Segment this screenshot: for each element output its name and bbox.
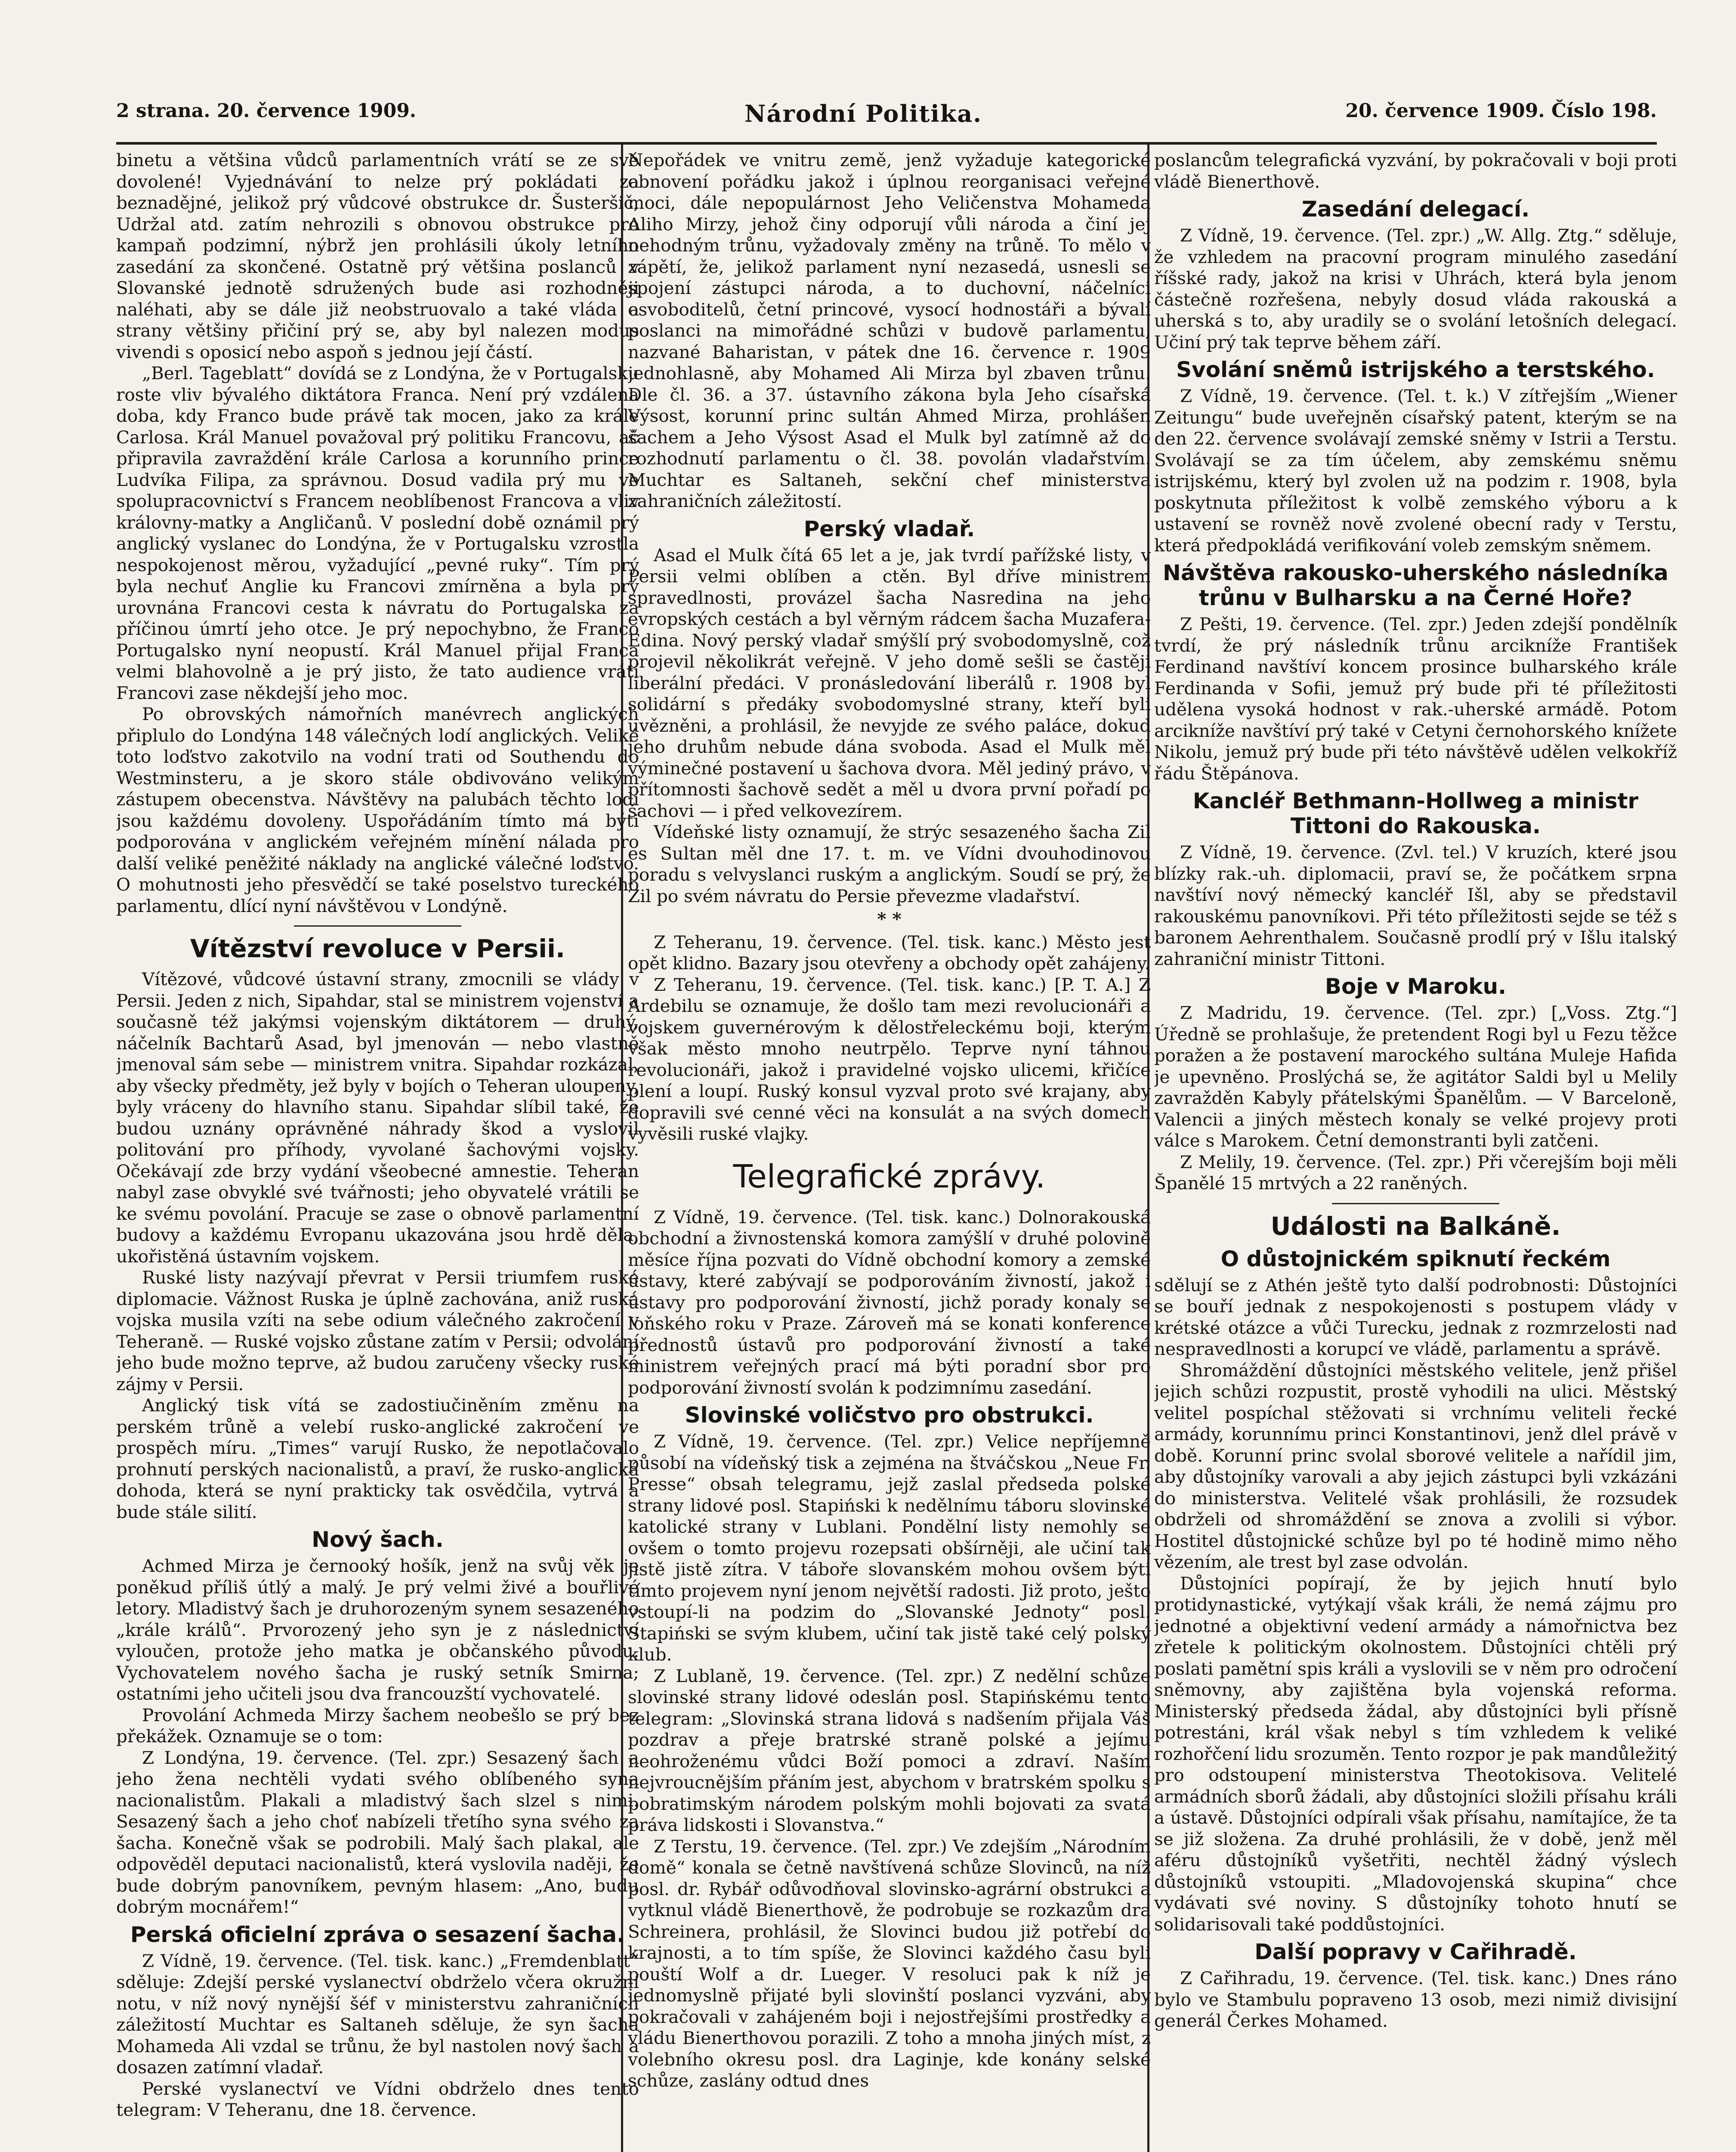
article-paragraph: poslancům telegrafická vyzvání, by pokračovali v boji proti vládě Bienerthově. [1154, 150, 1677, 192]
subheadline-persky-vladar: Perský vladař. [803, 516, 975, 541]
article-paragraph: sdělují se z Athén ještě tyto další podrobnosti: Důstojníci se bouří jednak z nespokojenosti s postupem vlády v krétské otázce a vůči Turecku, jednak z rozmrzelosti nad nespravedlnosti a korupcí ve vládě, parlamentu a správě. [1154, 1274, 1677, 1359]
article-paragraph: Z Vídně, 19. července. (Zvl. tel.) V kruzích, které jsou blízky rak.-uh. diplomacii, praví se, že počátkem srpna navštíví nový německý kancléř Išl, aby se představil rakouskému panovníkovi. Při této příležitosti sejde se též s baronem Aehrenthalem. Současně prodlí prý v Išlu italský zahraniční ministr Tittoni. [1154, 842, 1677, 969]
article-paragraph: Asad el Mulk čítá 65 let a je, jak tvrdí pařížské listy, v Persii velmi oblíben a ctěn. Byl dříve ministrem spravedlnosti, provázel šacha Nasredina na jeho evropských cestách a byl věrným rádcem šacha Muzafera-Edina. Nový perský vladař smýšlí prý svobodomyslně, což projevil několikrát veřejně. V jeho domě sešli se častěji liberální předáci. V pronásledování liberálů r. 1908 byl solidární s předáky svobodomyslné strany, kteří byli uvězněni, a prohlásil, že nevyjde ze svého paláce, dokud jeho druhům nebude dána svoboda. Asad el Mulk měl výminečné postavení u šachova dvora. Měl jediný právo, v přítomnosti šachově sedět a měl u dvora první pořadí po šachovi — i před velkovezírem. [628, 544, 1151, 821]
page-header [116, 100, 1657, 139]
article-paragraph: Z Madridu, 19. července. (Tel. zpr.) [„Voss. Ztg.“] Úředně se prohlašuje, že pretendent Rogi byl u Fezu těžce poražen a že postavení marockého sultána Muleje Hafida je upevněno. Proslýchá se, že agitátor Saldi byl u Melily zavražděn Kabyly přátelskými Španělům. — V Barceloně, Valencii a jiných městech konaly se velké projevy proti válce s Marokem. Četní demonstranti byli zatčeni. [1154, 1002, 1677, 1151]
column-1 [116, 150, 639, 2152]
header-rule [116, 142, 1657, 145]
article-paragraph: Z Teheranu, 19. července. (Tel. tisk. kanc.) Město jest opět klidno. Bazary jsou otevřeny a obchody opět zahájeny. [628, 931, 1151, 974]
subheadline-kancler: Kancléř Bethmann-Hollweg a ministr Tittoni do Rakouska. [1192, 788, 1639, 838]
article-paragraph: Anglický tisk vítá se zadostiučiněním změnu na perském trůně a velebí rusko-anglické zakročení ve prospěch míru. „Times“ varují Rusko, že nepotlačovalo prohnutí perských nacionalistů, a praví, že rusko-anglická dohoda, která se nyní prakticky tak osvědčila, vytrvá a bude stále silití. [116, 1395, 639, 1522]
article-paragraph: Z Lublaně, 19. července. (Tel. zpr.) Z nedělní schůze slovinské strany lidové odeslán posl. Stapińskému tento telegram: „Slovinská strana lidová s nadšením přijala Váš pozdrav a přeje bratrské straně polské a jejímu neohroženému vůdci Boží pomoci a zdraví. Naším nejvroucnějším přáním jest, abychom v bratrském spolku s pobratimským národem polským mohli bojovati za svatá práva lidskosti i Slovanstva.“ [628, 1665, 1151, 1835]
article-paragraph: Achmed Mirza je černooký hošík, jenž na svůj věk je poněkud příliš útlý a malý. Je prý velmi živé a bouřlivé letory. Mladistvý šach je druhorozeným synem sesazeného „krále králů“. Prvorozený jeho syn je z následnictví vyloučen, protože jeho matka je občanského původu. Vychovatelem nového šacha je ruský setník Smirna; ostatními jeho učiteli jsou dva francouzští vychovatelé. [116, 1555, 639, 1704]
subheadline-spiknuti: O důstojnickém spiknutí řeckém [1220, 1246, 1611, 1271]
article-paragraph: Shromáždění důstojníci městského velitele, jenž přišel jejich schůzi rozpustit, prostě vyhodili na ulici. Městský velitel pospíchal stěžovati si vrchnímu veliteli řecké armády, korunnímu princi Konstantinovi, jenž dlel právě v době. Korunní princ svolal sborové velitele a nařídil jim, aby důstojníky varovali a aby jejich zástupci byli vzkázáni do ministerstva. Velitelé však prohlásili, že rozsudek obdrželi od shromáždění se znova a zvolili si výbor. Hostitel důstojnické schůze byl po té hodině mimo něho vězením, ale trest byl zase odvolán. [1154, 1360, 1677, 1572]
article-paragraph: Z Terstu, 19. července. (Tel. zpr.) Ve zdejším „Národním domě“ konala se četně navštívená schůze Slovinců, na níž posl. dr. Rybář odůvodňoval slovinsko-agrární obstrukci a vytknul vládě Bienerthově, že podrobuje se rozkazům dra Schreinera, prohlásil, že Slovinci budou již potřebí do krajnosti, a to tím spíše, že Slovinci každého času byli pouští Wolf a dr. Lueger. V resoluci pak k níž je jednomyslně přijaté byli slovinští poslanci vyzváni, aby pokračovali v zahájeném boji i nejostřejšími prostředky a vládu Bienerthovou porazili. Z toho a mnoha jiných míst, z volebního okresu posl. dra Laginje, kde konány selské schůze, zaslány odtud dnes [628, 1836, 1151, 2091]
article-paragraph: Z Londýna, 19. července. (Tel. zpr.) Sesazený šach a jeho žena nechtěli vydati svého oblíbeného syna nacionalistům. Plakali a mladistvý šach slzel s nimi. Sesazený šach a jeho choť nabízeli třetího syna svého za šacha. Konečně však se podrobili. Malý šach plakal, ale odpověděl deputaci nacionalistů, která vyslovila naději, že bude dobrým panovníkem, pevným hlasem: „Ano, budu dobrým mocnářem!“ [116, 1747, 639, 1917]
subheadline-boje-v-maroku: Boje v Maroku. [1325, 974, 1507, 999]
article-paragraph: Z Vídně, 19. července. (Tel. t. k.) V zítřejším „Wiener Zeitungu“ bude uveřejněn císařský patent, kterým se na den 22. července svolávají zemské sněmy v Istrii a Terstu. Svolávají se za tím účelem, aby zemskému sněmu istrijskému, který byl zvolen už na podzim r. 1908, byla poskytnuta příležitost k volbě zemského výboru a k ustavení se rovněž nově zvolené obecní rady v Terstu, která předpokládá verifikování voleb zemským sněmem. [1154, 386, 1677, 556]
subheadline-novy-sach: Nový šach. [312, 1527, 444, 1552]
article-paragraph: Po obrovských námořních manévrech anglických připlulo do Londýna 148 válečných lodí anglických. Veliké toto loďstvo zakotvilo na vodní trati od Southendu do Westminsteru, a je skoro stále obdivováno velikým zástupem obecenstva. Návštěvy na palubách těchto lodí jsou každému dovoleny. Uspořádáním tímto má býti podporována v anglickém veřejném mínění nálada pro další veliké peněžité náklady na anglické válečné loďstvo. O mohutnosti jeho přesvědčí se také poselstvo tureckého parlamentu, dlící nyní návštěvou v Londýně. [116, 704, 639, 916]
column-2 [628, 150, 1151, 2152]
article-paragraph: Z Melily, 19. července. (Tel. zpr.) Při včerejším boji měli Španělé 15 mrtvých a 22 raněných. [1154, 1151, 1677, 1193]
article-paragraph: Z Vídně, 19. července. (Tel. zpr.) Velice nepříjemně působí na vídeňský tisk a zejména na štváčskou „Neue Fr. Presse“ obsah telegramu, jejž zaslal předseda polské strany lidové posl. Stapiński k nedělnímu táboru slovinské katolické strany v Lublani. Pondělní listy nemohly se ovšem o tomto projevu rozepsati obšírněji, ale učiní tak jistě jistě zítra. V táboře slovanském mohou ovšem býti tímto projevem nyní jenom největší radosti. Již proto, ješto vstoupí-li na podzim do „Slovanské Jednoty“ posl. Stapiński se svým klubem, učiní tak jistě také celý polský klub. [628, 1431, 1151, 1665]
headline-udalosti-na-balkane: Události na Balkáně. [1270, 1211, 1561, 1241]
column-3 [1154, 150, 1677, 2152]
article-paragraph: Vítězové, vůdcové ústavní strany, zmocnili se vlády v Persii. Jeden z nich, Sipahdar, stal se ministrem vojenství a současně též jakýmsi vojenským diktátorem — druhý, náčelník Bachtarů Asad, byl jmenován — nebo vlastně jmenoval sám sebe — ministrem vnitra. Sipahdar rozkázal, aby všecky předměty, jež byly v bojích o Teheran uloupeny, byly vráceny do hlavního stanu. Sipahdar slíbil také, že budou uznány oprávněné náhrady škod a vyslovil politování pro příhody, vyvolané šachovými vojsky. Očekávají zde brzy vydání všeobecné amnestie. Teheran nabyl zase obvyklé své tvářnosti; jeho obyvatelé vrátili se ke svému povolání. Pracuje se zase o obnově parlamentní budovy a každému Evropanu ukazována jsou hrdě děla, ukořistěná ústavním vojskem. [116, 969, 639, 1267]
subheadline-slovinske-volicstvo: Slovinské voličstvo pro obstrukci. [685, 1403, 1094, 1428]
subheadline-zasedani-delegaci: Zasedání delegací. [1301, 197, 1530, 222]
subheadline-svolani-snemu: Svolání sněmů istrijského a terstského. [1176, 357, 1655, 382]
article-paragraph: Z Vídně, 19. července. (Tel. zpr.) „W. Allg. Ztg.“ sděluje, že vzhledem na pracovní program minulého zasedání říšské rady, jakož na krisi v Uhrách, která byla jenom částečně rozřešena, nebyly dosud vláda rakouská a uherská s to, aby uradily se o svolání letošních delegací. Učiní prý tak teprve během září. [1154, 225, 1677, 352]
article-paragraph: „Berl. Tageblatt“ dovídá se z Londýna, že v Portugalsku roste vliv bývalého diktátora Franca. Není prý vzdálena doba, kdy Franco bude právě tak mocen, jako za krále Carlosa. Král Manuel považoval prý politiku Francovu, ač připravila zavraždění krále Carlosa a korunního prince Ludvíka Filipa, za správnou. Dosud vadila prý mu ve spolupracovnictví s Francem neoblíbenost Francova a vliv královny-matky a Angličanů. V poslední době oznámil prý anglický vyslanec do Londýna, že v Portugalsku vzrostla nespokojenost měrou, vyžadující „pevné ruky“. Tím prý byla nechuť Anglie ku Francovi zmírněna a byla prý urovnána Francovi cesta k návratu do Portugalska za příčinou úmrtí jeho otce. Je prý nepochybno, že Franco Portugalsko nyní neopustí. Král Manuel přijal Franca velmi blahovolně a je prý jisto, že tato audience vrátí Francovi zase někdejší jeho moc. [116, 363, 639, 703]
article-paragraph: Z Cařihradu, 19. července. (Tel. tisk. kanc.) Dnes ráno bylo ve Stambulu popraveno 13 osob, mezi nimiž divisijní generál Čerkes Mohamed. [1154, 1968, 1677, 2031]
article-paragraph: Důstojníci popírají, že by jejich hnutí bylo protidynastické, vytýkají však králi, že nemá zájmu pro jednotné a objektivní vedení armády a námořnictva bez zřetele k politickým okolnostem. Důstojníci chtěli prý poslati pamětní spis králi a vyslovili se v něm pro odročení sněmovny, aby zajištěna byla vojenská reforma. Ministerský předseda žádal, aby důstojníci byli přísně potrestáni, král však nebyl s tím vzhledem k veliké rozhořčení lidu srozuměn. Tento rozpor je pak mandůležitý pro odstoupení ministerstva Theotokisova. Velitelé armádních sborů žádali, aby důstojníci složili přísahu králi a ústavě. Důstojníci odpírali však přísahu, namítajíce, že ta se již složena. Za druhé prohlásili, že v době, jenž měl aféru důstojníků vyšetřiti, nechtěl žádný výslech důstojníků vstoupiti. „Mladovojenská skupina“ chce vydávati své noviny. S důstojníky tohoto hnutí se solidarisovali také poddůstojníci. [1154, 1573, 1677, 1935]
subheadline-perska-zprava: Perská oficielní zpráva o sesazení šacha. [130, 1922, 625, 1947]
subheadline-popravy: Další popravy v Cařihradě. [1254, 1939, 1577, 1964]
header-date-left: 2 strana. 20. července 1909. [116, 100, 417, 122]
section-divider [1332, 1203, 1499, 1204]
article-paragraph: Provolání Achmeda Mirzy šachem neobešlo se prý bez překážek. Oznamuje se o tom: [116, 1704, 639, 1747]
section-divider [294, 925, 461, 927]
headline-revoluce-v-persii: Vítězství revoluce v Persii. [190, 934, 565, 963]
article-paragraph: binetu a většina vůdců parlamentních vrátí se ze své dovolené! Vyjednávání to nelze prý pokládati za beznadějné, jelikož prý vůdcové obstrukce dr. Šusteršič, Udržal atd. zatím nehrozili s obnovou obstrukce pro kampaň podzimní, nýbrž jen prohlásili úkoly letního zasedání za skončené. Ostatně prý většina poslanců v Slovanské jednotě sdružených bude asi rozhodněji naléhati, aby se dále již neobstruovalo a také vláda a strany většiny přičiní prý se, aby byl nalezen modus vivendi s oposicí nebo aspoň s jednou její částí. [116, 150, 639, 362]
article-paragraph: Perské vyslanectví ve Vídni obdrželo dnes tento telegram: V Teheranu, dne 18. července. [116, 2078, 639, 2120]
header-issue-number: 20. července 1909. Číslo 198. [1345, 100, 1657, 122]
masthead-title: Národní Politika. [744, 100, 982, 127]
article-paragraph: Z Teheranu, 19. července. (Tel. tisk. kanc.) [P. T. A.] Z Ardebilu se oznamuje, že došlo tam mezi revolucionáři a vojskem guvernérovým k dělostřeleckému boji, kterým však město mnoho neutrpělo. Teprve nyní táhnou revolucionáři, jakož i pravidelné vojsko ulicemi, křičíce plení a loupí. Ruský konsul vyzval proto své krajany, aby dopravili své cenné věci na konsulát a na svých domech vyvěsili ruské vlajky. [628, 974, 1151, 1144]
article-paragraph: Z Vídně, 19. července. (Tel. tisk. kanc.) „Fremdenblatt“ sděluje: Zdejší perské vyslanectví obdrželo včera okružní notu, v níž nový nynější šéf v ministerstvu zahraničních záležitostí Muchtar es Saltaneh sděluje, že syn šacha Mohameda Ali vzdal se trůnu, že byl nastolen nový šach a dosazen zatímní vladař. [116, 1950, 639, 2078]
article-paragraph: Ruské listy nazývají převrat v Persii triumfem ruské diplomacie. Vážnost Ruska je úplně zachována, aniž ruská vojska musila vzíti na sebe odium válečného zakročení v Teheraně. — Ruské vojsko zůstane zatím v Persii; odvolání jeho bude možno teprve, až budou zaručeny všecky ruské zájmy v Persii. [116, 1267, 639, 1394]
article-paragraph: Z Vídně, 19. července. (Tel. tisk. kanc.) Dolnorakouská obchodní a živnostenská komora zamýšlí v druhé polovině měsíce října pozvati do Vídně obchodní komory a zemské ústavy, které zabývají se podporováním živností, jakož i ústavy pro podporování živností, jichž porady konaly se loňského roku v Praze. Zároveň má se konati konference přednostů ústavů pro podporování živností a také ministrem veřejných prací má býti poradní sbor pro podporování živností svolán k podzimnímu zasedání. [628, 1206, 1151, 1398]
article-paragraph: Nepořádek ve vnitru země, jenž vyžaduje kategorické obnovení pořádku jakož i úplnou reorganisaci veřejné moci, dále nepopulárnost Jeho Veličenstva Mohameda Aliho Mirzy, jehož činy odporují vůli národa a činí jej nehodným trůnu, vyžadovaly změny na trůně. To mělo v zápětí, že, jelikož parlament nyní nezasedá, usnesli se spojení zástupci národa, a to duchovní, náčelníci osvoboditelů, četní princové, vysocí hodnostáři a bývalí poslanci na mimořádné schůzi v budově parlamentu, nazvané Baharistan, v pátek dne 16. července r. 1909 jednohlasně, aby Mohamed Ali Mirza byl zbaven trůnu. Dle čl. 36. a 37. ústavního zákona byla Jeho císařská Výsost, korunní princ sultán Ahmed Mirza, prohlášen šachem a Jeho Výsost Asad el Mulk byl zatímně až do rozhodnutí parlamentu o čl. 38. povolán vladařstvím. Muchtar es Saltaneh, sekční chef ministerstva zahraničních záležitostí. [628, 150, 1151, 511]
subheadline-navsteva-naslednika: Návštěva rakousko-uherského následníka trůnu v Bulharsku a na Černé Hoře? [1163, 560, 1668, 610]
headline-telegraficke-zpravy: Telegrafické zprávy. [733, 1158, 1046, 1195]
asterism: * * [877, 909, 902, 929]
article-paragraph: Z Pešti, 19. července. (Tel. zpr.) Jeden zdejší pondělník tvrdí, že prý následník trůnu arcikníže František Ferdinand navštíví koncem prosince bulharského krále Ferdinanda v Sofii, jemuž prý bude při té příležitosti udělena vysoká hodnost v rak.-uherské armádě. Potom arcikníže navštíví prý také v Cetyni černohorského knížete Nikolu, jemuž prý bude při této návštěvě udělen velkokříž řádu Štěpánova. [1154, 614, 1677, 784]
article-paragraph: Vídeňské listy oznamují, že strýc sesazeného šacha Zil es Sultan měl dne 17. t. m. ve Vídni dvouhodinovou poradu s velvyslanci ruským a anglickým. Soudí se prý, že Zil po svém návratu do Persie převezme vladařství. [628, 822, 1151, 906]
